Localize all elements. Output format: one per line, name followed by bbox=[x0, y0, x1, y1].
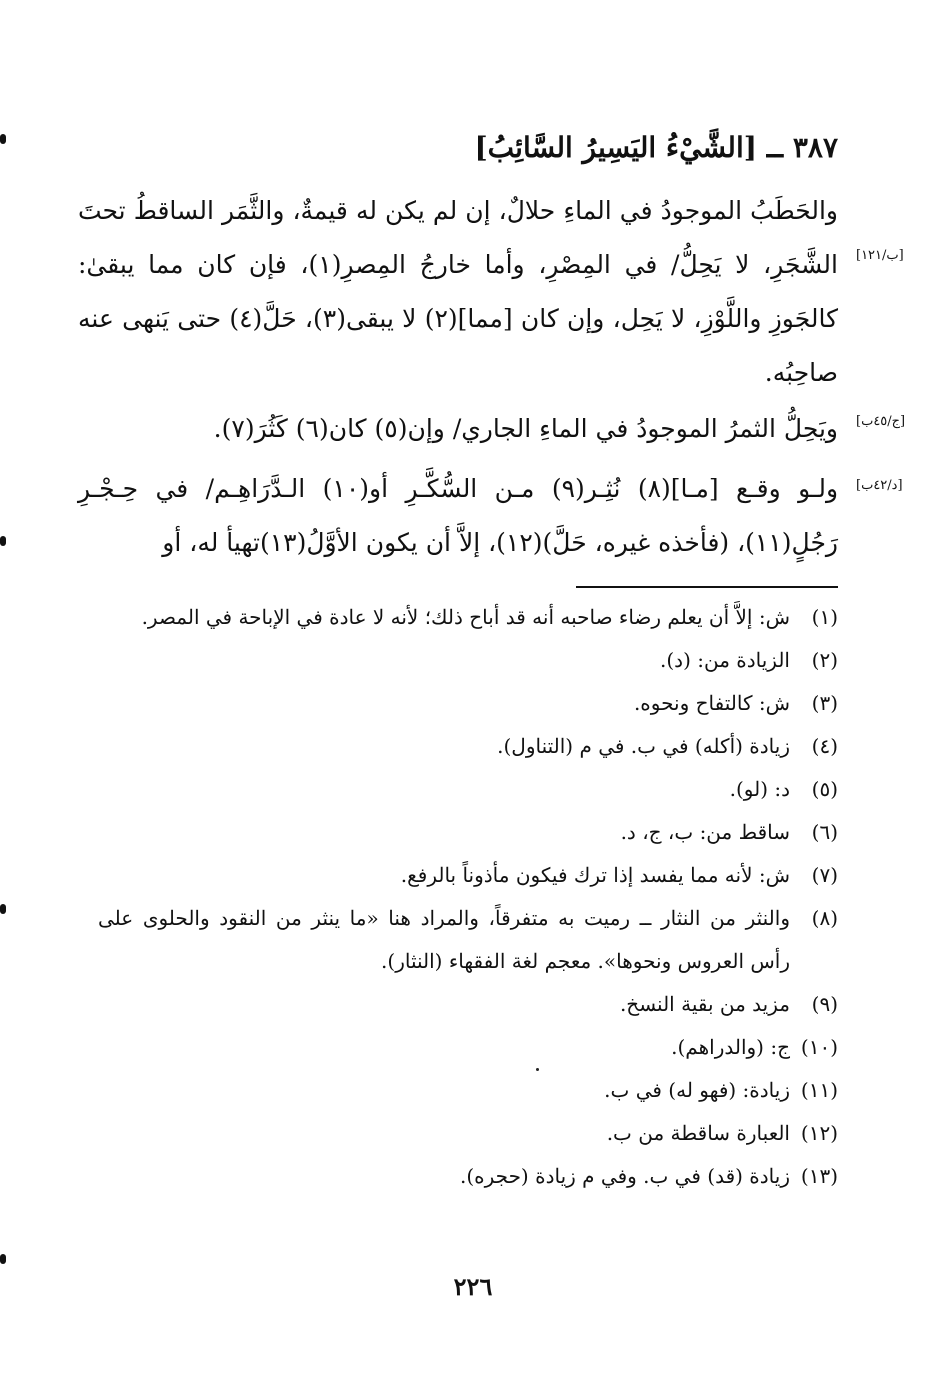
footnote-text: د: (لو). bbox=[729, 777, 790, 801]
footnote-number: (٤) bbox=[811, 734, 838, 758]
scan-speck bbox=[0, 134, 6, 144]
page-number: ٢٢٦ bbox=[453, 1272, 493, 1301]
footnote-text: العبارة ساقطة من ب. bbox=[606, 1121, 790, 1145]
footnote-number: (١١) bbox=[800, 1078, 838, 1102]
footnote bbox=[98, 1155, 838, 1198]
margin-note-d42b: [د/٤٢ب] bbox=[856, 478, 903, 493]
footnote-number: (٩) bbox=[811, 992, 838, 1016]
footnote-number: (٧) bbox=[811, 863, 838, 887]
footnote-text: ش: كالتفاح ونحوه. bbox=[633, 691, 790, 715]
scan-speck bbox=[0, 536, 6, 546]
footnote-number: (٨) bbox=[811, 906, 838, 930]
footnote bbox=[98, 983, 838, 1026]
margin-note-b121: [ب/١٢١] bbox=[856, 248, 904, 263]
footnote-text: زيادة: (فهو له) في ب. bbox=[604, 1078, 790, 1102]
scan-speck bbox=[0, 904, 6, 914]
footnote bbox=[98, 897, 838, 983]
footnote bbox=[98, 1026, 838, 1069]
footnote bbox=[98, 854, 838, 897]
footnote-text: مزيد من بقية النسخ. bbox=[619, 992, 790, 1016]
footnotes bbox=[98, 596, 838, 1198]
section-heading: ٣٨٧ ــ [الشَّيْءُ اليَسِيرُ السَّائِبُ] bbox=[474, 131, 838, 164]
footnote-number: (٣) bbox=[811, 691, 838, 715]
footnote-text: زيادة (قد) في ب. وفي م زيادة (حجره). bbox=[459, 1164, 790, 1188]
paragraph-1: والحَطَبُ الموجودُ في الماءِ حلالٌ، إن لم يكن له قيمةٌ، والثَّمَر الساقطُ تحتَ الشَّجَرِ، لا يَحِلُّ/ في المِصْرِ، وأما خارجُ المِصرِ(١)، فإن كان مما يبقىٰ: كالجَوزِ واللَّوْزِ، لا يَحِل، وإن كان [مما](٢) لا يبقى(٣)، حَلَّ(٤) حتى يَنهى عنه صاحِبُه. bbox=[78, 196, 838, 387]
footnote bbox=[98, 639, 838, 682]
footnote bbox=[98, 682, 838, 725]
footnote-number: (١٢) bbox=[800, 1121, 838, 1145]
footnote-separator bbox=[576, 586, 838, 588]
footnote-text: ش: إلاَّ أن يعلم رضاء صاحبه أنه قد أباح ذلك؛ لأنه لا عادة في الإباحة في المصر. bbox=[141, 605, 790, 629]
footnote bbox=[98, 1112, 838, 1155]
footnote-number: (١٣) bbox=[800, 1164, 838, 1188]
footnote-text: ساقط من: ب، ج، د. bbox=[620, 820, 790, 844]
scan-speck bbox=[0, 1254, 6, 1264]
margin-note-j45b: [ج/٤٥ب] bbox=[856, 414, 906, 429]
footnote-text: والنثر من النثار ــ رميت به متفرقاً، والمراد هنا «ما ينثر من النقود والحلوى على رأس العروس ونحوها». معجم لغة الفقهاء (النثار). bbox=[98, 906, 790, 973]
footnote-text: الزيادة من: (د). bbox=[660, 648, 790, 672]
footnote bbox=[98, 768, 838, 811]
footnote bbox=[98, 725, 838, 768]
paragraph-3: ولـو وقـع [مـا](٨) نُثِـر(٩) مـن السُّكَّـرِ أو(١٠) الـدَّرَاهِـم/ في حِـجْـرِ رَجُلٍ(١١)، (فأخذه غيره، حَلَّ)(١٢)، إلاَّ أن يكون الأوَّلُ(١٣)تهيأ له، أو bbox=[78, 474, 839, 557]
paragraph-2: ويَحِلُّ الثمرُ الموجودُ في الماءِ الجاري/ وإن(٥) كان(٦) كَثُرَ(٧). bbox=[213, 414, 838, 443]
footnote-text: ج: (والدراهم). bbox=[671, 1035, 790, 1059]
footnote-number: (٥) bbox=[811, 777, 838, 801]
footnote-number: (١٠) bbox=[800, 1035, 838, 1059]
footnote-text: ش: لأنه مما يفسد إذا ترك فيكون مأذوناً بالرفع. bbox=[400, 863, 790, 887]
footnote bbox=[98, 596, 838, 639]
footnote-number: (١) bbox=[811, 605, 838, 629]
footnote-text: زيادة (أكله) في ب. في م (التناول). bbox=[497, 734, 790, 758]
footnote bbox=[98, 1069, 838, 1112]
footnote-number: (٦) bbox=[811, 820, 838, 844]
footnote-number: (٢) bbox=[811, 648, 838, 672]
footnote bbox=[98, 811, 838, 854]
